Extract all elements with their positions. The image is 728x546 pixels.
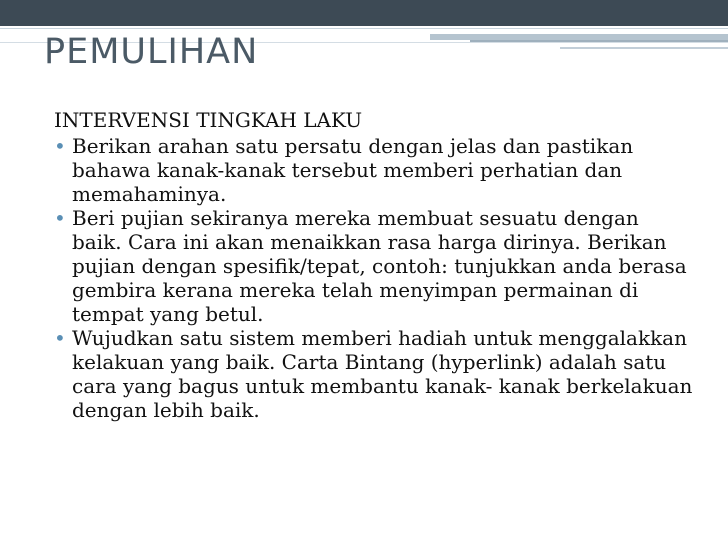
bullet-list: [54, 134, 694, 422]
slide-content: [54, 108, 694, 422]
top-header-bar: [0, 0, 728, 26]
bullet-text: Beri pujian sekiranya mereka membuat sesuatu dengan baik. Cara ini akan menaikkan rasa harga dirinya. Berikan pujian dengan spesifik/tepat, contoh: tunjukkan anda berasa gembira kerana mereka telah menyimpan permainan di tempat yang betul.: [72, 206, 687, 326]
bullet-text: Wujudkan satu sistem memberi hadiah untuk menggalakkan kelakuan yang baik. Carta Bintang (hyperlink) adalah satu cara yang bagus untuk membantu kanak- kanak berkelakuan dengan lebih baik.: [72, 326, 693, 422]
bullet-icon: •: [54, 206, 66, 230]
bullet-icon: •: [54, 134, 66, 158]
decorative-stripe: [0, 28, 728, 29]
decorative-stripe: [560, 47, 728, 49]
bullet-icon: •: [54, 326, 66, 350]
bullet-item: [54, 206, 694, 326]
slide-title: PEMULIHAN: [44, 32, 259, 72]
bullet-item: [54, 326, 694, 422]
section-heading: INTERVENSI TINGKAH LAKU: [54, 108, 363, 132]
bullet-text: Berikan arahan satu persatu dengan jelas dan pastikan bahawa kanak-kanak tersebut memberi perhatian dan memahaminya.: [72, 134, 634, 206]
bullet-item: [54, 134, 694, 206]
